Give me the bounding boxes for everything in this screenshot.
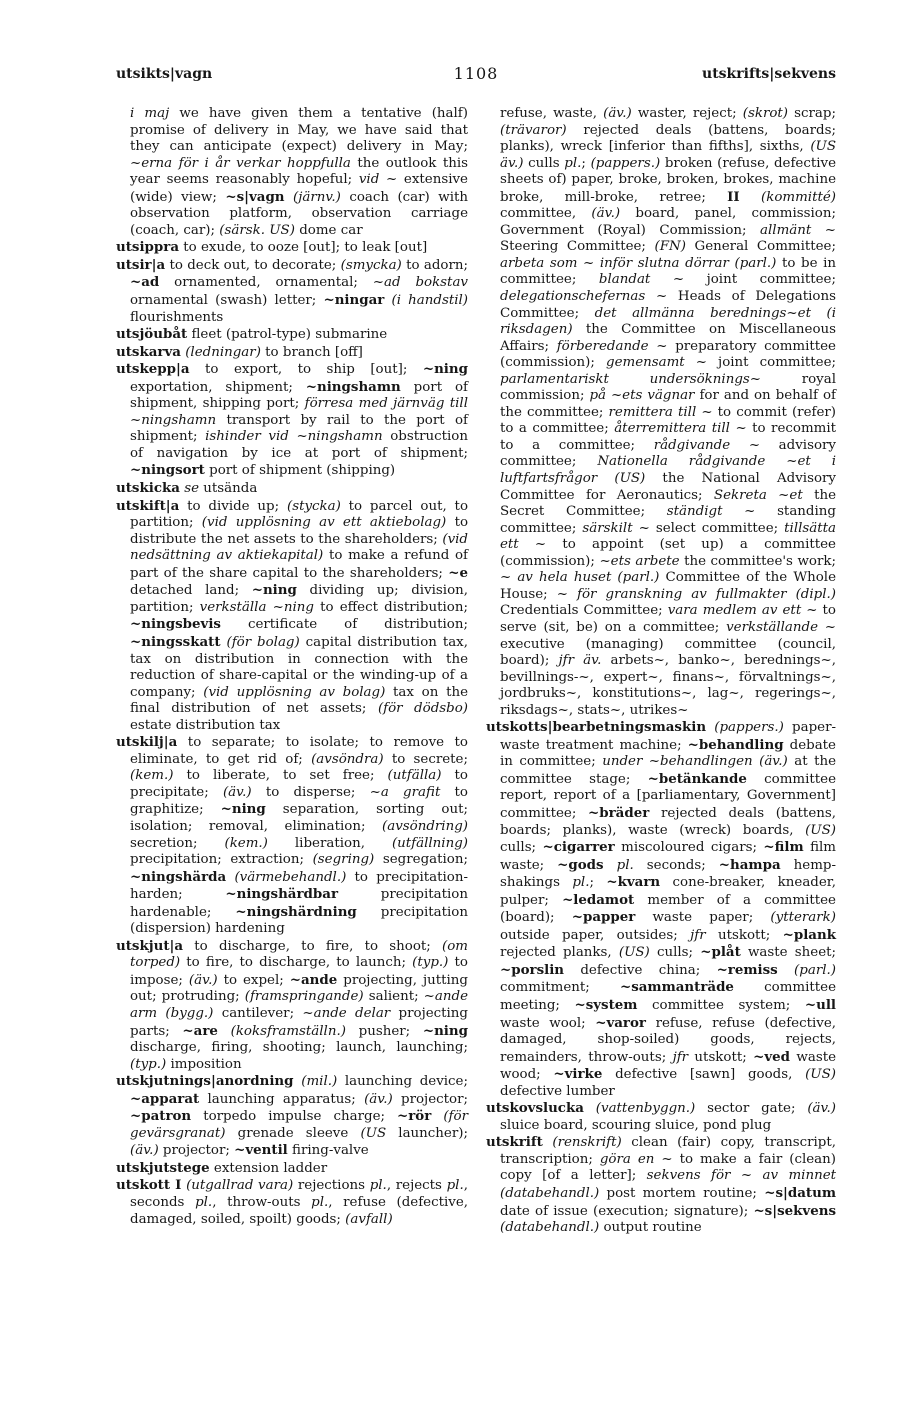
dictionary-entry: utskott I (utgallrad vara) rejections pl., rejects pl., seconds pl., throw-outs pl., refuse (defective, damaged, soiled, spoilt) goods; (avfall) <box>116 1177 469 1227</box>
dictionary-entry: utskovslucka (vattenbyggn.) sector gate; (äv.) sluice board, scouring sluice, pond plug <box>486 1100 836 1133</box>
left-column <box>116 106 468 1228</box>
dictionary-entry: utskjut|a to discharge, to fire, to shoot; (om torped) to fire, to discharge, to launch; (typ.) to impose; (äv.) to expel; ~ande projecting, jutting out; protruding; (framspringande) salient; ~ande arm (bygg.) cantilever; ~ande delar projecting parts; ~are (koksframställn.) pusher; ~ning discharge, firing, shooting; launch, launching; (typ.) imposition <box>116 937 469 1072</box>
page-number: 1108 <box>453 64 499 83</box>
dictionary-entry: utsippra to exude, to ooze [out]; to leak [out] <box>116 239 428 256</box>
dictionary-entry: utskotts|bearbetningsmaskin (pappers.) paper-waste treatment machine; ~behandling debate in committee; under ~behandlingen (äv.) at the committee stage; ~betänkande committee report, report of a [parliamentary, Government] committee; ~bräder rejected deals (battens, boards; planks), waste (wreck) boards, (US) culls; ~cigarrer miscoloured cigars; ~film film waste; ~gods pl. seconds; ~hampa hemp-shakings pl.; ~kvarn cone-breaker, kneader, pulper; ~ledamot member of a committee (board); ~papper waste paper; (ytterark) outside paper, outsides; jfr utskott; ~plank rejected planks, (US) culls; ~plåt waste sheet; ~porslin defective china; ~remiss (parl.) commitment; ~sammanträde committee meeting; ~system committee system; ~ull waste wool; ~varor refuse, refuse (defective, damaged, shop-soiled) goods, rejects, remainders, throw-outs; jfr utskott; ~ved waste wood; ~virke defective [sawn] goods, (US) defective lumber <box>486 719 837 1099</box>
dictionary-entry: utskarva (ledningar) to branch [off] <box>116 343 363 360</box>
header-right-guideword: utskrifts|sekvens <box>702 66 836 82</box>
right-column <box>486 106 836 1237</box>
dictionary-entry: utskepp|a to export, to ship [out]; ~ning exportation, shipment; ~ningshamn port of shipment, shipping port; förresa med järnväg till ~ningshamn transport by rail to the port of shipment; ishinder vid ~ningshamn obstruction of navigation by ice at port of shipment; ~ningsort port of shipment (shipping) <box>116 361 468 479</box>
dictionary-entry: utskjutnings|anordning (mil.) launching device; ~apparat launching apparatus; (äv.) projector; ~patron torpedo impulse charge; ~rör (för gevärsgranat) grenade sleeve (US launcher); (äv.) projector; ~ventil firing-valve <box>116 1073 468 1159</box>
dictionary-entry: utskift|a to divide up; (stycka) to parcel out, to partition; (vid upplösning av ett aktiebolag) to distribute the net assets to the shareholders; (vid nedsättning av aktiekapital) to make a refund of part of the share capital to the shareholders; ~e detached land; ~ning dividing up; division, partition; verkställa ~ning to effect distribution; ~ningsbevis certificate of distribution; ~ningsskatt (för bolag) capital distribution tax, tax on distribution in connection with the reduction of share-capital or the winding-up of a company; (vid upplösning av bolag) tax on the final distribution of net assets; (för dödsbo) estate distribution tax <box>116 497 469 733</box>
dictionary-entry: utsir|a to deck out, to decorate; (smycka) to adorn; ~ad ornamented, ornamental; ~ad bokstav ornamental (swash) letter; ~ningar (i handstil) flourishments <box>116 256 468 325</box>
dictionary-entry: i maj we have given them a tentative (half) promise of delivery in May, we have said that they can anticipate (expect) delivery in May; ~erna för i år verkar hoppfulla the outlook this year seems reasonably hopeful; vid ~ extensive (wide) view; ~s|vagn (järnv.) coach (car) with observation platform, observation carriage (coach, car); (särsk. US) dome car <box>130 106 468 238</box>
dictionary-entry: utskjutstege extension ladder <box>116 1159 328 1176</box>
dictionary-entry: refuse, waste, (äv.) waster, reject; (skrot) scrap; (trävaror) rejected deals (battens, boards; planks), wreck [inferior than fifths], sixths, (US äv.) culls pl.; (pappers.) broken (refuse, defective sheets of) paper, broke, broken, brokes, machine broke, mill-broke, retree; II (kommitté) committee, (äv.) board, panel, commission; Government (Royal) Commission; allmänt ~ Steering Committee; (FN) General Committee; arbeta som ~ inför slutna dörrar (parl.) to be in committee; blandat ~ joint committee; delegationschefernas ~ Heads of Delegations Committee; det allmänna berednings~et (i riksdagen) the Committee on Miscellaneous Affairs; förberedande ~ preparatory committee (commission); gemensamt ~ joint committee; parlamentariskt undersöknings~ royal commission; på ~ets vägnar for and on behalf of the committee; remittera till ~ to commit (refer) to a committee; återremittera till ~ to recommit to a committee; rådgivande ~ advisory committee; Nationella rådgivande ~et i luftfartsfrågor (US) the National Advisory Committee for Aeronautics; Sekreta ~et the Secret Committee; ständigt ~ standing committee; särskilt ~ select committee; tillsätta ett ~ to appoint (set up) a committee (commission); ~ets arbete the committee's work; ~ av hela huset (parl.) Committee of the Whole House; ~ för granskning av fullmakter (dipl.) Credentials Committee; vara medlem av ett ~ to serve (sit, be) on a committee; verkställande ~ executive (managing) committee (council, board); jfr äv. arbets~, banko~, berednings~, bevillnings-~, expert~, finans~, förvaltnings~, jordbruks~, konstitutions~, lag~, regerings~, riksdags~, stats~, utrikes~ <box>500 106 837 718</box>
dictionary-entry: utskicka se utsända <box>116 480 258 497</box>
dictionary-entry: utskilj|a to separate; to isolate; to remove to eliminate, to get rid of; (avsöndra) to secrete; (kem.) to liberate, to set free; (utfälla) to precipitate; (äv.) to disperse; ~a grafit to graphitize; ~ning separation, sorting out; isolation; removal, elimination; (avsöndring) secretion; (kem.) liberation, (utfällning) precipitation; extraction; (segring) segregation; ~ningshärda (värmebehandl.) to precipitation-harden; ~ningshärdbar precipitation hardenable; ~ningshärdning precipitation (dispersion) hardening <box>116 734 468 937</box>
header-left-guideword: utsikts|vagn <box>116 66 213 82</box>
dictionary-entry: utsjöubåt fleet (patrol-type) submarine <box>116 326 388 343</box>
page-header <box>116 66 836 90</box>
dictionary-entry: utskrift (renskrift) clean (fair) copy, transcript, transcription; göra en ~ to make a fair (clean) copy [of a letter]; sekvens för ~ av minnet (databehandl.) post mortem routine; ~s|datum date of issue (execution; signature); ~s|sekvens (databehandl.) output routine <box>486 1134 836 1236</box>
